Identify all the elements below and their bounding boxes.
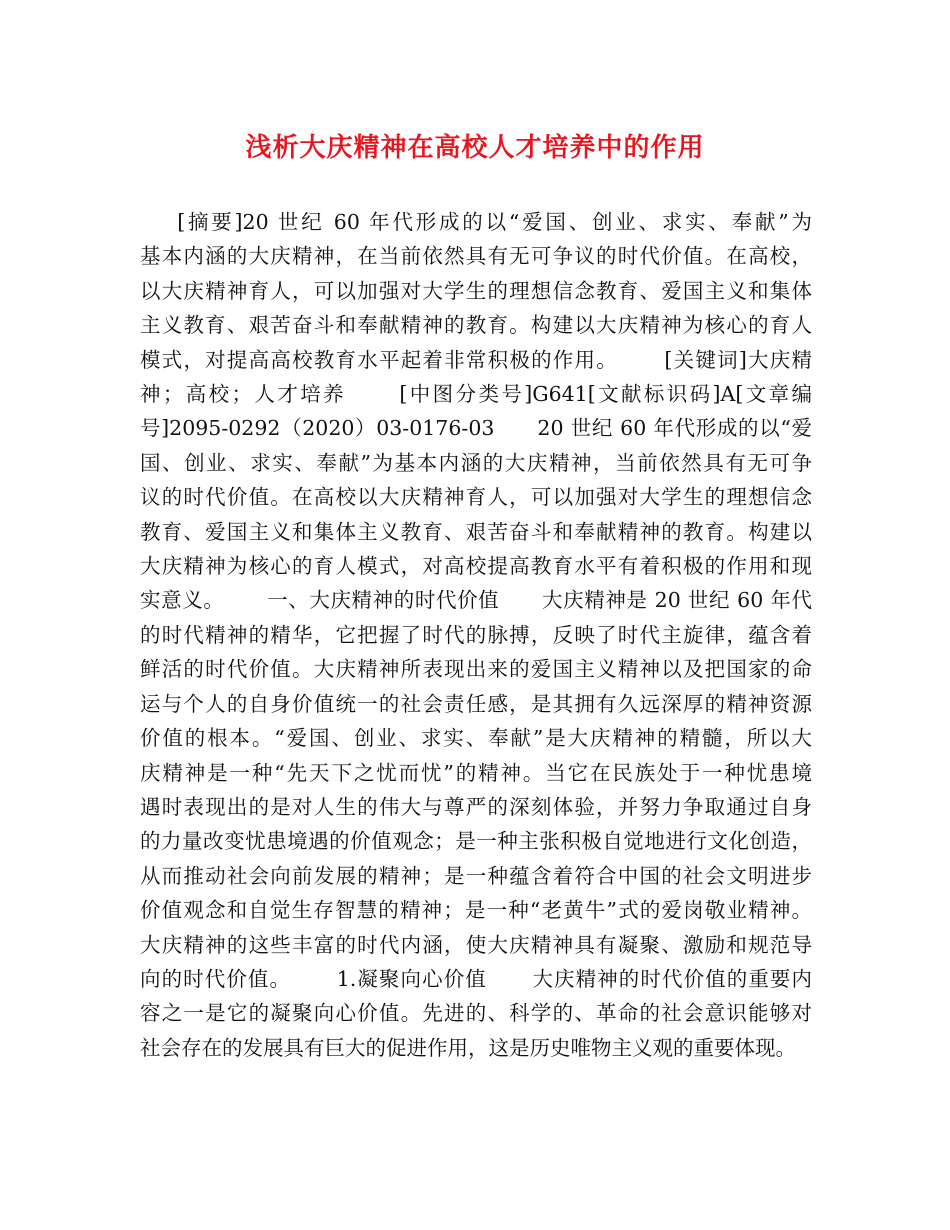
body-line: 价值的根本。“爱国、创业、求实、奉献”是大庆精神的精髓，所以大 [140,726,812,751]
body-line: 价值观念和自觉生存智慧的精神；是一种“老黄牛”式的爱岗敬业精神。 [140,898,812,923]
body-line: 国、创业、求实、奉献”为基本内涵的大庆精神，当前依然具有无可争 [140,450,812,475]
body-line: 主义教育、艰苦奋斗和奉献精神的教育。构建以大庆精神为核心的育人 [140,313,812,338]
body-line: 实意义。 一、大庆精神的时代价值 大庆精神是 20 世纪 60 年代 [140,588,812,613]
body-line: 神；高校；人才培养 [中图分类号]G641[文献标识码]A[文章编 [140,382,812,407]
body-line: 庆精神是一种“先天下之忧而忧”的精神。当它在民族处于一种忧患境 [140,760,812,785]
document-title: 浅析大庆精神在高校人才培养中的作用 [245,133,705,163]
body-line: 号]2095-0292（2020）03-0176-03 20 世纪 60 年代形成的以“爱 [140,416,812,441]
body-line: 大庆精神的这些丰富的时代内涵，使大庆精神具有凝聚、激励和规范导 [140,932,812,957]
body-line: 的力量改变忧患境遇的价值观念；是一种主张积极自觉地进行文化创造， [140,829,812,854]
body-line: 模式，对提高高校教育水平起着非常积极的作用。 [关键词]大庆精 [140,347,812,372]
body-line: 大庆精神为核心的育人模式，对高校提高教育水平有着积极的作用和现 [140,554,812,579]
body-line: 基本内涵的大庆精神，在当前依然具有无可争议的时代价值。在高校， [140,244,812,269]
body-line: 的时代精神的精华，它把握了时代的脉搏，反映了时代主旋律，蕴含着 [140,622,812,647]
body-line: 教育、爱国主义和集体主义教育、艰苦奋斗和奉献精神的教育。构建以 [140,519,812,544]
body-line: 社会存在的发展具有巨大的促进作用，这是历史唯物主义观的重要体现。 [140,1035,796,1060]
body-line: 鲜活的时代价值。大庆精神所表现出来的爱国主义精神以及把国家的命 [140,657,812,682]
body-line: 从而推动社会向前发展的精神；是一种蕴含着符合中国的社会文明进步 [140,863,812,888]
body-line: 容之一是它的凝聚向心价值。先进的、科学的、革命的社会意识能够对 [140,1001,812,1026]
body-line: 议的时代价值。在高校以大庆精神育人，可以加强对大学生的理想信念 [140,485,812,510]
body-line: 以大庆精神育人，可以加强对大学生的理想信念教育、爱国主义和集体 [140,278,812,303]
body-line: 运与个人的自身价值统一的社会责任感，是其拥有久远深厚的精神资源 [140,691,812,716]
body-line: [摘要]20 世纪 60 年代形成的以“爱国、创业、求实、奉献”为 [140,210,812,234]
body-line: 遇时表现出的是对人生的伟大与尊严的深刻体验，并努力争取通过自身 [140,794,812,819]
body-text [140,205,812,1065]
body-line: 向的时代价值。 1.凝聚向心价值 大庆精神的时代价值的重要内 [140,966,812,991]
